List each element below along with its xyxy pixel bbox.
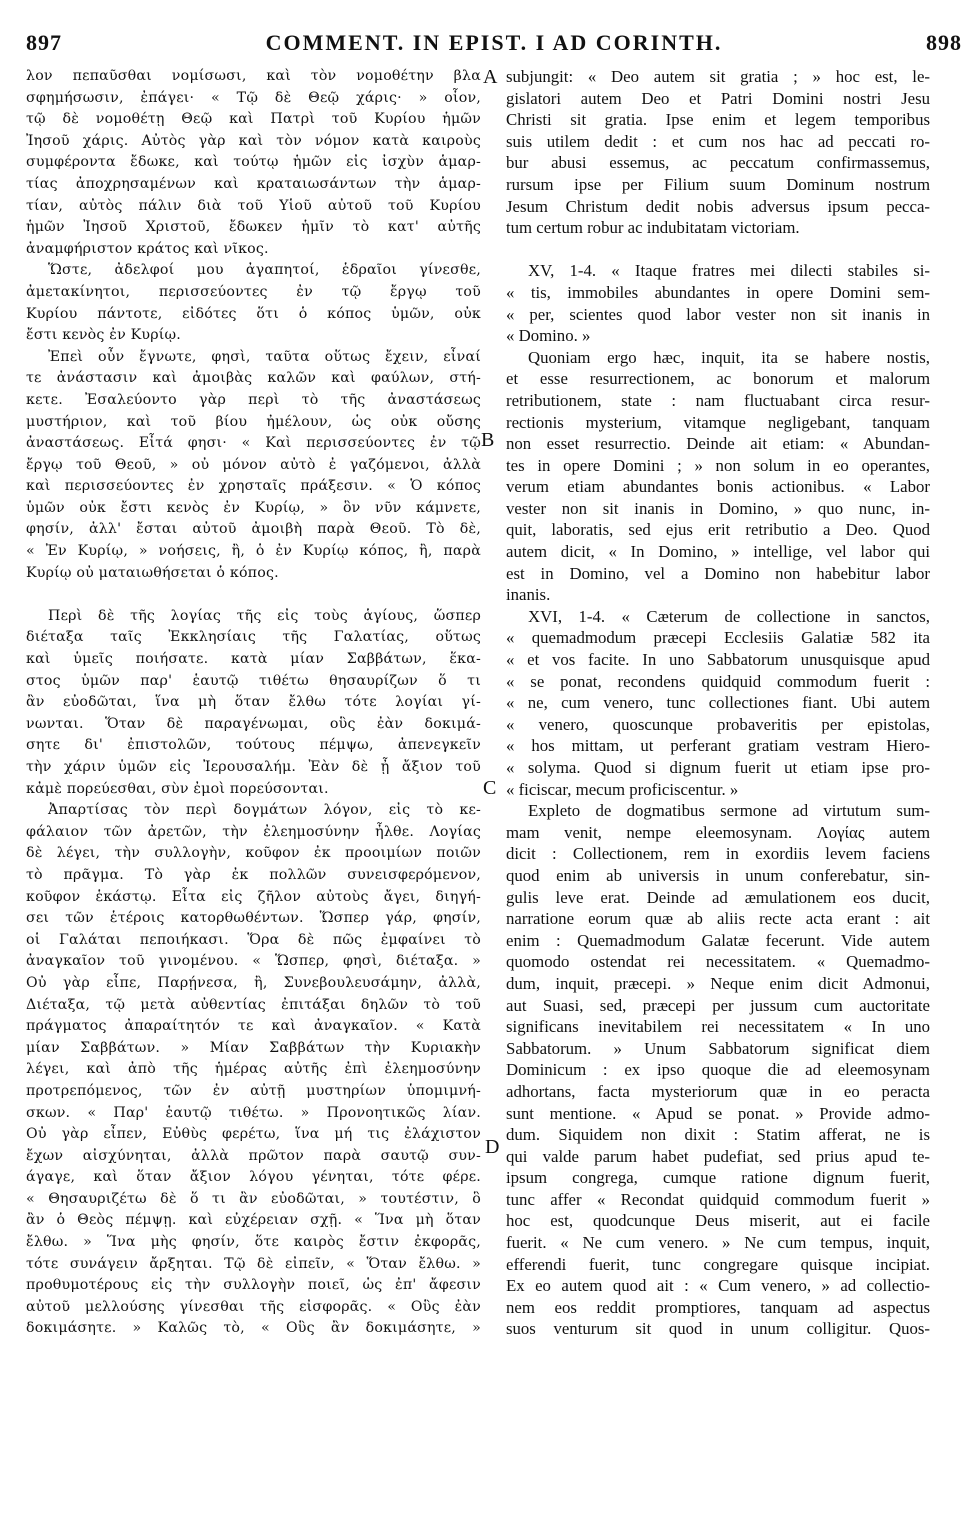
latin-text-line: aut Suasi, sed, præcepi per jussum cum auctoritate	[506, 995, 930, 1015]
greek-text-line: Κυρίου πάντοτε, εἰδότες ὅτι ὁ κόπος ὑμῶν, οὐκ	[26, 305, 481, 322]
greek-text-line: ἀμετακίνητοι, περισσεύοντες ἐν τῷ ἔργῳ τοῦ	[26, 283, 481, 300]
greek-text-line: καὶ περισσεύοντες ἐν χρησταῖς πράξεσιν. « Ὁ κόπος	[26, 478, 481, 495]
greek-text-line: τὴν χάριν ὑμῶν εἰς Ἰερουσαλήμ. Ἐὰν δὲ ᾖ ἄξιον τοῦ	[26, 759, 481, 775]
latin-text-line: dicit : Collectionem, rem in exordiis levem faciens	[506, 844, 930, 864]
greek-text-line: Ἀπαρτίσας τὸν περὶ δογμάτων λόγον, εἰς τὸ κε-	[48, 802, 481, 819]
greek-text-line: ἔστι κενὸς ἐν Κυρίῳ.	[26, 327, 182, 344]
greek-text-line: τε ἀνάστασιν καὶ ἀμοιβὰς καλῶν καὶ φαύλων, στή-	[26, 370, 481, 387]
latin-text-line: suos venturum sit quod in unum colligitur. Quos-	[506, 1319, 930, 1339]
latin-text-line: adhortans, facta mysteriorum quæ in eo peracta	[506, 1081, 930, 1101]
latin-text-line: Jesum Christum dedit nobis adversus ipsum pecca-	[506, 196, 930, 216]
latin-text-line: Quoniam ergo hæc, inquit, ita se habere nostis,	[528, 347, 930, 367]
greek-text-line: ἂν ὁ Θεὸς πέμψῃ. καὶ εὐχέρειαν σχῇ. « Ἵνα μὴ ὅταν	[26, 1212, 481, 1229]
greek-text-line: σητε δι' ἐπιστολῶν, τούτους πέμψω, ἀπενεγκεῖν	[26, 737, 481, 754]
greek-text-line: κἀμὲ πορεύεσθαι, σὺν ἐμοὶ πορεύσονται.	[26, 780, 329, 797]
latin-text-line: tunc affer « Recondat quidquid commodum fuerit »	[506, 1189, 930, 1209]
greek-text-line: καὶ ὑμεῖς ποιήσατε. κατὰ μίαν Σαββάτων, ἕκα-	[26, 651, 481, 668]
latin-text-line: qui valde parum habet pudefiat, sed prius apud te-	[506, 1146, 930, 1166]
latin-text-line: « se ponat, recondens quidquid commodum fuerit :	[506, 671, 930, 691]
latin-text-line: « quemadmodum præcepi Ecclesiis Galatiæ 582 ita	[506, 628, 930, 648]
latin-text-line: est in Domino, vel a Domino non habebitur labor	[506, 563, 930, 583]
greek-text-line: Κυρίῳ οὐ ματαιωθήσεται ὁ κόπος.	[26, 564, 279, 581]
greek-text-line: τίας ἀποχρησαμένων καὶ κραταιωσάντων τὴν ἁμαρ-	[26, 175, 481, 192]
page-number-left: 897	[26, 30, 62, 55]
latin-text-line: « et vos facite. In uno Sabbatorum unusquisque apud	[506, 650, 930, 670]
latin-text-line: quod enim ab universis in unum conferebatur, sin-	[506, 865, 930, 885]
latin-text-line: « Domino. »	[506, 326, 591, 346]
latin-text-line: gislatori autem Deo et Patri Domini nostri Jesu	[506, 88, 930, 108]
greek-text-line: μυστήριον, καὶ τοῦ βίου ἠμέλουν, ὡς οὐκ οὔσης	[26, 413, 481, 430]
running-title: COMMENT. IN EPIST. I AD CORINTH.	[265, 30, 723, 55]
latin-text-line: verum etiam abundantes bonis actionibus. « Labor	[506, 477, 930, 497]
greek-text-line: ἔλθω. » Ἵνα μὴς φησίν, ὅτε καιρὸς ἔστιν ἐκφορᾶς,	[26, 1234, 481, 1251]
greek-text-line: Ἰησοῦ χάρις. Αὐτὸς γὰρ καὶ τὸν νόμον κατὰ καιροὺς	[26, 132, 481, 149]
greek-text-line: σει τῶν ἑτέροις κατορθωθέντων. Ὥσπερ γάρ, φησίν,	[26, 910, 481, 927]
greek-text-line: συμφέροντα ἔδωκε, καὶ τούτῳ ἡμῶν εἰς ἰσχὺν ἁμαρ-	[26, 154, 481, 171]
greek-text-line: τῷ δὲ νομοθέτῃ Θεῷ καὶ Πατρὶ τοῦ Κυρίου ἡμῶν	[26, 111, 481, 128]
latin-text-line: Christi sit gratia. Ipse enim et legem temporibus	[506, 110, 930, 130]
greek-text-column	[26, 66, 481, 1340]
latin-text-line: quomodo ostendat rei necessitatem. « Quemadmo-	[506, 952, 930, 972]
greek-text-line: Διέταξα, τῷ μετὰ αὐθεντίας ἐπιτάξαι δηλῶν τὸ τοῦ	[26, 996, 481, 1013]
latin-text-line: vester non sit inanis in Domino, » quo nunc, in-	[506, 498, 930, 518]
latin-text-line: autem dicit, « In Domino, » intellige, vel labor qui	[506, 542, 930, 562]
latin-text-line: enim : Quemadmodum Galatæ fecerunt. Vide autem	[506, 930, 930, 950]
latin-text-line: XVI, 1-4. « Cæterum de collectione in sanctos,	[528, 606, 930, 626]
greek-text-line: κοῦφον ἑκάστῳ. Εἶτα εἰς ζῆλον αὐτοὺς ἄγει, διηγή-	[26, 888, 481, 905]
greek-text-line: πράγματος ἀπαραίτητόν τε καὶ ἀναγκαῖον. « Κατὰ	[26, 1018, 481, 1035]
greek-text-line: ὑμῶν οὐκ ἔστι κενὸς ἐν Κυρίῳ, » ὃν νῦν κάμνετε,	[26, 499, 481, 516]
greek-text-line: αὐτοῦ μελλούσης γίνεσθαι τῆς εἰσφορᾶς. « Οὓς ἐὰν	[26, 1298, 481, 1315]
greek-text-line: Περὶ δὲ τῆς λογίας τῆς εἰς τοὺς ἁγίους, ὥσπερ	[48, 607, 481, 624]
greek-text-line: δὲ λέγει, τὴν συλλογὴν, κοῦφον ἐκ προοιμίων ποιῶν	[26, 845, 481, 862]
greek-text-line: ἀναμφήριστον κράτος καὶ νῖκος.	[26, 240, 269, 257]
greek-text-line: στος ὑμῶν παρ' ἑαυτῷ τιθέτω θησαυρίζων ὅ τι	[26, 672, 481, 689]
greek-text-line: νωνται. Ὅταν δὲ παραγένωμαι, οὓς ἐὰν δοκιμά-	[26, 715, 481, 732]
latin-text-line: suis utilem dedit : et cum nos hac ad peccati ro-	[506, 131, 930, 151]
latin-text-line: inanis.	[506, 585, 551, 605]
latin-text-line: ipsum congrega, cumque ratione dignum fuerit,	[506, 1168, 930, 1188]
greek-text-line: διέταξα ταῖς Ἐκκλησίαις τῆς Γαλατίας, οὕτως	[26, 629, 481, 646]
latin-text-line: Ex eo autem quod ait : « Cum venero, » ad collectio-	[506, 1276, 930, 1296]
greek-text-line: οἱ Γαλάται πεποιήκασι. Ὅρα δὲ πῶς ἐμφαίνει τὸ	[26, 931, 481, 948]
margin-letter-c: C	[483, 777, 497, 799]
latin-text-line: et esse resurrectionem, ac bonorum et malorum	[506, 369, 930, 389]
latin-text-line: « ficiscar, mecum proficiscentur. »	[506, 779, 739, 799]
latin-text-line: « per, scientes quod labor vester non sit inanis in	[506, 304, 930, 324]
greek-text-line: ἔργῳ τοῦ Θεοῦ, » οὐ μόνον αὐτὸ ἐ γαζόμενοι, ἀλλὰ	[26, 456, 481, 473]
paragraph-gap	[26, 584, 481, 606]
greek-text-line: Ὥστε, ἀδελφοί μου ἀγαπητοί, ἑδραῖοι γίνεσθε,	[48, 262, 481, 279]
greek-text-line: « Θησαυριζέτω δὲ ὅ τι ἂν εὐοδῶται, » τουτέστιν, ὃ	[26, 1190, 481, 1207]
greek-text-line: ἡμῶν Ἰησοῦ Χριστοῦ, ἔδωκεν ἡμῖν τὸ κατ' αὐτῆς	[26, 219, 481, 236]
greek-text-line: λον πεπαῦσθαι νομίσωσι, καὶ τὸν νομοθέτην βλα	[26, 68, 481, 84]
greek-text-line: ἔχων αἰσχύνηται, ἀλλὰ πρῶτον παρὰ σαυτῷ συν-	[26, 1147, 481, 1164]
latin-text-line: rectionis mysterium, vitamque negligebant, tanquam	[506, 412, 930, 432]
margin-letter-a: A	[483, 66, 498, 88]
latin-text-line: gulis leve erat. Deinde ad æmulationem eos ducit,	[506, 887, 930, 907]
latin-text-line: nem eos reddit promptiores, tanquam ad aspectus	[506, 1297, 930, 1317]
latin-text-line: hoc est, quodcunque Deus miserit, aut ei facile	[506, 1211, 930, 1231]
greek-text-line: Οὐ γὰρ εἶπεν, Εὐθὺς φερέτω, ἵνα μή τις ἐλάχιστον	[26, 1126, 481, 1143]
latin-text-line: « ne, cum venero, tunc collectiones fiant. Ubi autem	[506, 693, 930, 713]
latin-text-line: fuerit. « Ne cum venero. » Ne cum tempus, inquit,	[506, 1233, 930, 1253]
greek-text-line: « Ἐν Κυρίῳ, » νοήσεις, ἢ, ὁ ἐν Κυρίῳ κόπος, ἢ, παρὰ	[26, 543, 481, 560]
latin-text-line: XV, 1-4. « Itaque fratres mei dilecti stabiles si-	[528, 261, 930, 281]
latin-text-line: subjungit: « Deo autem sit gratia ; » hoc est, le-	[506, 67, 930, 86]
latin-text-line: rursum ipse per Filium suum Dominum nostrum	[506, 174, 930, 194]
latin-text-line: quit, laboratis, sed ejus erit retributio a Deo. Quod	[506, 520, 930, 540]
latin-text-line: narratione eorum quæ ab aliis recte acta erant : ait	[506, 909, 930, 929]
latin-text-line: dum, inquit, præcepi. » Neque enim dicit Admonui,	[506, 973, 930, 993]
latin-text-line: « tis, immobiles abundantes in opere Domini sem-	[506, 282, 930, 302]
latin-text-column	[506, 66, 930, 1340]
greek-text-line: τότε συνάγειν ἄρξηται. Τῷ δὲ εἰπεῖν, « Ὅταν ἔλθω. »	[26, 1255, 481, 1272]
greek-text-line: φησίν, ἀλλ' ἔσται αὐτοῦ ἀμοιβὴ παρὰ Θεοῦ. Τὸ δὲ,	[26, 521, 481, 538]
latin-text-line: sunt mentione. « Apud se ponat. » Provide admo-	[506, 1103, 930, 1123]
latin-text-line: non esset resurrectio. Deinde ait etiam: « Abundan-	[506, 434, 930, 454]
latin-text-line: mam venit, nempe eleemosynam. Λογίας autem	[506, 822, 930, 842]
page-number-right: 898	[926, 30, 962, 55]
greek-text-line: άγαγε, καὶ ὅταν ἄξιον λόγου γένηται, τότε φέρε.	[26, 1169, 481, 1186]
latin-text-line: efferendi fuerit, tunc congregare quisque incipiat.	[506, 1254, 930, 1274]
latin-text-line: retributionem, state : nam fluctuabant circa resur-	[506, 390, 930, 410]
greek-text-line: ἂν εὐοδῶται, ἵνα μὴ ὅταν ἔλθω τότε λογίαι γί-	[26, 694, 481, 711]
latin-text-line: tum certum robur ac indubitatam victoriam.	[506, 218, 800, 238]
running-header	[26, 30, 962, 60]
latin-text-line: « venero, quoscunque probaveritis per epistolas,	[506, 714, 930, 734]
margin-letter-b: B	[481, 429, 495, 451]
latin-text-line: Dominicum : ex ipso quoque die ad eleemosynam	[506, 1060, 930, 1080]
margin-letter-d: D	[485, 1136, 500, 1158]
greek-text-line: προτρεπόμενος, τῶν ἐν αὐτῇ μυστηρίων ὑπομιμνή-	[26, 1082, 481, 1099]
latin-text-line: tes in opere Domini ; » non solum in eo operantes,	[506, 455, 930, 475]
greek-text-line: δοκιμάσητε. » Καλῶς τὸ, « Οὓς ἂν δοκιμάσητε, »	[26, 1320, 481, 1337]
greek-text-line: Οὐ γὰρ εἶπε, Παρῄνεσα, ἢ, Συνεβουλευσάμην, ἀλλὰ,	[26, 974, 481, 991]
greek-text-line: ἀναγκαῖον τοῦ γινομένου. « Ὥσπερ, φησὶ, διέταξα. »	[26, 953, 481, 970]
latin-text-line: « hos mittam, ut perferant gratiam vestram Hiero-	[506, 736, 930, 756]
latin-text-line: Sabbatorum. » Unum Sabbatorum significat diem	[506, 1038, 930, 1058]
greek-text-line: φάλαιον τῶν ἀρετῶν, τὴν ἐλεημοσύνην ἦλθε. Λογίας	[26, 823, 481, 840]
greek-text-line: Ἐπεὶ οὖν ἔγνωτε, φησὶ, ταῦτα οὕτως ἔχειν, εἶναί	[48, 348, 481, 365]
latin-text-line: significans inevitabilem rei necessitatem « In uno	[506, 1017, 930, 1037]
greek-text-line: λέγει, καὶ ἀπὸ τῆς ἡμέρας αὐτῆς ἐπὶ ἐλεημοσύνην	[26, 1061, 481, 1078]
greek-text-line: ἀναστάσεως. Εἶτά φησι· « Καὶ περισσεύοντες ἐν τῷ	[26, 435, 481, 452]
latin-text-line: bur abusi essemus, ac peccatum confirmassemus,	[506, 153, 930, 173]
latin-text-line: « solyma. Quod si dignum fuerit ut etiam ipse pro-	[506, 758, 930, 777]
greek-text-line: κετε. Ἐσαλεύοντο γὰρ περὶ τὸ τῆς ἀναστάσεως	[26, 391, 481, 408]
greek-text-line: τίαν, αὐτὸς πάλιν διὰ τοῦ Υἱοῦ αὐτοῦ τοῦ Κυρίου	[26, 197, 481, 214]
greek-text-line: προθυμοτέρους εἰς τὴν συλλογὴν ποιεῖ, ὡς ἐπ' ἄφεσιν	[26, 1277, 481, 1294]
paragraph-gap	[506, 239, 930, 261]
greek-text-line: σκων. « Παρ' ἑαυτῷ τιθέτω. » Προνοητικῶς λίαν.	[26, 1104, 481, 1121]
latin-text-line: Expleto de dogmatibus sermone ad virtutum sum-	[528, 801, 930, 821]
greek-text-line: μίαν Σαββάτων. » Μίαν Σαββάτων τὴν Κυριακὴν	[26, 1039, 481, 1056]
greek-text-line: σφημήσωσιν, ἐπάγει· « Τῷ δὲ Θεῷ χάρις· » οἷον,	[26, 89, 481, 106]
greek-text-line: τὸ πρᾶγμα. Τὸ γὰρ ἐκ πολλῶν συνεισφερόμενον,	[26, 866, 481, 883]
latin-text-line: dum. Siquidem non dixit : Statim afferat, ne is	[506, 1125, 930, 1145]
